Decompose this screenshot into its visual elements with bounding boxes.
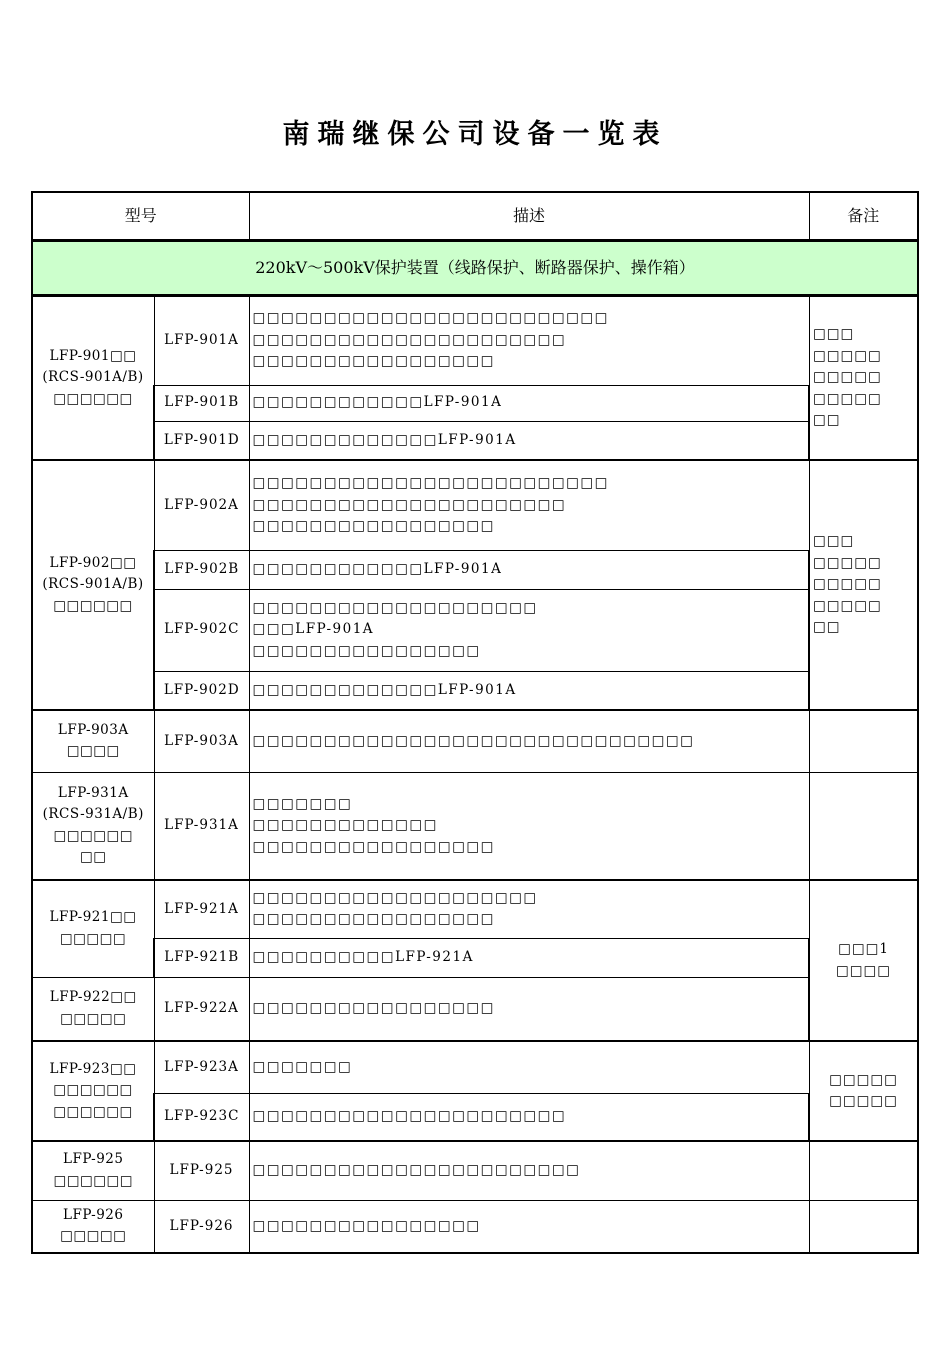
table-row: [32, 385, 918, 421]
desc-line: □□□□□□□□□□□□□□□□□□□□□□: [252, 496, 567, 513]
table-row: [32, 589, 918, 671]
table-row: [32, 421, 918, 460]
desc-cell: [249, 938, 809, 977]
group-label: LFP-901□□ (RCS-901A/B) □□□□□□: [32, 295, 154, 460]
desc-line: □□□□□□□□□□□□LFP-901A: [252, 560, 503, 577]
desc-line: □□□□□□□□□□□□□□□□□□□□□□: [252, 331, 567, 348]
desc-line: □□□□□□□□□□□□□□□□□□□□: [252, 599, 538, 616]
group-label: LFP-903A □□□□: [32, 710, 154, 772]
model-cell: LFP-902A: [154, 460, 249, 550]
table-row: [32, 1141, 918, 1200]
desc-cell: [249, 421, 809, 460]
model-cell: LFP-901B: [154, 385, 249, 421]
section-title: 220kV～500kV保护装置（线路保护、断路器保护、操作箱）: [32, 240, 918, 295]
group-label: LFP-925 □□□□□□: [32, 1141, 154, 1200]
desc-cell: [249, 1093, 809, 1141]
table-row: [32, 938, 918, 977]
desc-cell: [249, 880, 809, 938]
model-cell: LFP-923A: [154, 1041, 249, 1093]
desc-line: □□□□□□□□□□□□□□□□: [252, 1217, 481, 1234]
desc-line: □□□□□□□□□□□□□□□□□□□□□□□□□: [252, 475, 609, 491]
model-cell: LFP-921A: [154, 880, 249, 938]
note-cell: [809, 1141, 918, 1200]
group-label: LFP-926 □□□□□: [32, 1200, 154, 1253]
header-note: 备注: [809, 192, 918, 240]
table-row: [32, 1200, 918, 1253]
desc-cell: [249, 772, 809, 880]
model-cell: LFP-902B: [154, 550, 249, 589]
desc-line: □□□□□□□□□□□□□□□□□: [252, 518, 495, 534]
desc-line: □□□□□□□□□□□□□LFP-901A: [252, 431, 517, 448]
desc-line: □□□□□□□□□□□□□□□□□□□□: [252, 889, 538, 906]
group-label: LFP-902□□ (RCS-901A/B) □□□□□□: [32, 460, 154, 710]
desc-line: □□□□□□□□□□□□□□□□□: [252, 911, 495, 928]
section-row: [32, 240, 918, 295]
table-row: [32, 1093, 918, 1141]
desc-line: □□□□□□□□□□□□□□□□□□□□□□□: [252, 1162, 581, 1178]
desc-line: □□□□□□□□□□□□□□□□□□□□□□: [252, 1108, 567, 1124]
note-cell: [809, 772, 918, 880]
table-row: [32, 460, 918, 550]
desc-cell: [249, 1200, 809, 1253]
desc-cell: [249, 671, 809, 710]
table-row: [32, 1041, 918, 1093]
desc-cell: [249, 550, 809, 589]
group-label: LFP-922□□ □□□□□: [32, 977, 154, 1041]
desc-cell: [249, 1041, 809, 1093]
desc-line: □□□LFP-901A: [252, 621, 375, 638]
model-cell: LFP-931A: [154, 772, 249, 880]
desc-cell: [249, 460, 809, 550]
table-row: [32, 671, 918, 710]
table-row: [32, 880, 918, 938]
header-desc: 描述: [249, 192, 809, 240]
header-row: [32, 192, 918, 240]
desc-line: □□□□□□□□□□□□□□□□□□□□□□□□□: [252, 310, 609, 327]
desc-line: □□□□□□□: [252, 795, 353, 812]
desc-line: □□□□□□□□□□□□□: [252, 817, 438, 833]
desc-line: □□□□□□□□□□□□□□□□□: [252, 838, 495, 855]
model-cell: LFP-901D: [154, 421, 249, 460]
header-model: 型号: [32, 192, 249, 240]
model-cell: LFP-923C: [154, 1093, 249, 1141]
model-cell: LFP-921B: [154, 938, 249, 977]
desc-line: □□□□□□□□□□LFP-921A: [252, 948, 474, 965]
group-label: LFP-921□□ □□□□□: [32, 880, 154, 977]
desc-line: □□□□□□□□□□□□□LFP-901A: [252, 681, 517, 698]
desc-line: □□□□□□□□□□□□LFP-901A: [252, 394, 503, 411]
desc-cell: [249, 385, 809, 421]
desc-cell: [249, 710, 809, 772]
desc-line: □□□□□□□□□□□□□□□□: [252, 642, 481, 659]
group-label: LFP-923□□ □□□□□□ □□□□□□: [32, 1041, 154, 1141]
desc-cell: [249, 1141, 809, 1200]
desc-line: □□□□□□□: [252, 1058, 353, 1075]
desc-line: □□□□□□□□□□□□□□□□□□□□□□□□□□□□□□□: [252, 732, 695, 749]
model-cell: LFP-925: [154, 1141, 249, 1200]
note-cell: [809, 710, 918, 772]
desc-cell: [249, 589, 809, 671]
note-cell: □□□□□ □□□□□: [809, 1041, 918, 1141]
desc-line: □□□□□□□□□□□□□□□□□: [252, 353, 495, 370]
model-cell: LFP-903A: [154, 710, 249, 772]
table-row: [32, 295, 918, 385]
model-cell: LFP-902D: [154, 671, 249, 710]
model-cell: LFP-902C: [154, 589, 249, 671]
desc-line: □□□□□□□□□□□□□□□□□: [252, 1000, 495, 1016]
table-row: [32, 710, 918, 772]
table-row: [32, 977, 918, 1041]
note-cell: □□□ □□□□□ □□□□□ □□□□□ □□: [809, 460, 918, 710]
group-label: LFP-931A (RCS-931A/B) □□□□□□ □□: [32, 772, 154, 880]
table-row: [32, 772, 918, 880]
model-cell: LFP-901A: [154, 295, 249, 385]
model-cell: LFP-922A: [154, 977, 249, 1041]
note-cell: [809, 1200, 918, 1253]
note-cell: □□□1 □□□□: [809, 880, 918, 1041]
desc-cell: [249, 295, 809, 385]
table-row: [32, 550, 918, 589]
model-cell: LFP-926: [154, 1200, 249, 1253]
note-cell: □□□ □□□□□ □□□□□ □□□□□ □□: [809, 295, 918, 460]
desc-cell: [249, 977, 809, 1041]
page-title: 南瑞继保公司设备一览表: [282, 119, 668, 150]
equipment-table: [31, 191, 919, 1254]
